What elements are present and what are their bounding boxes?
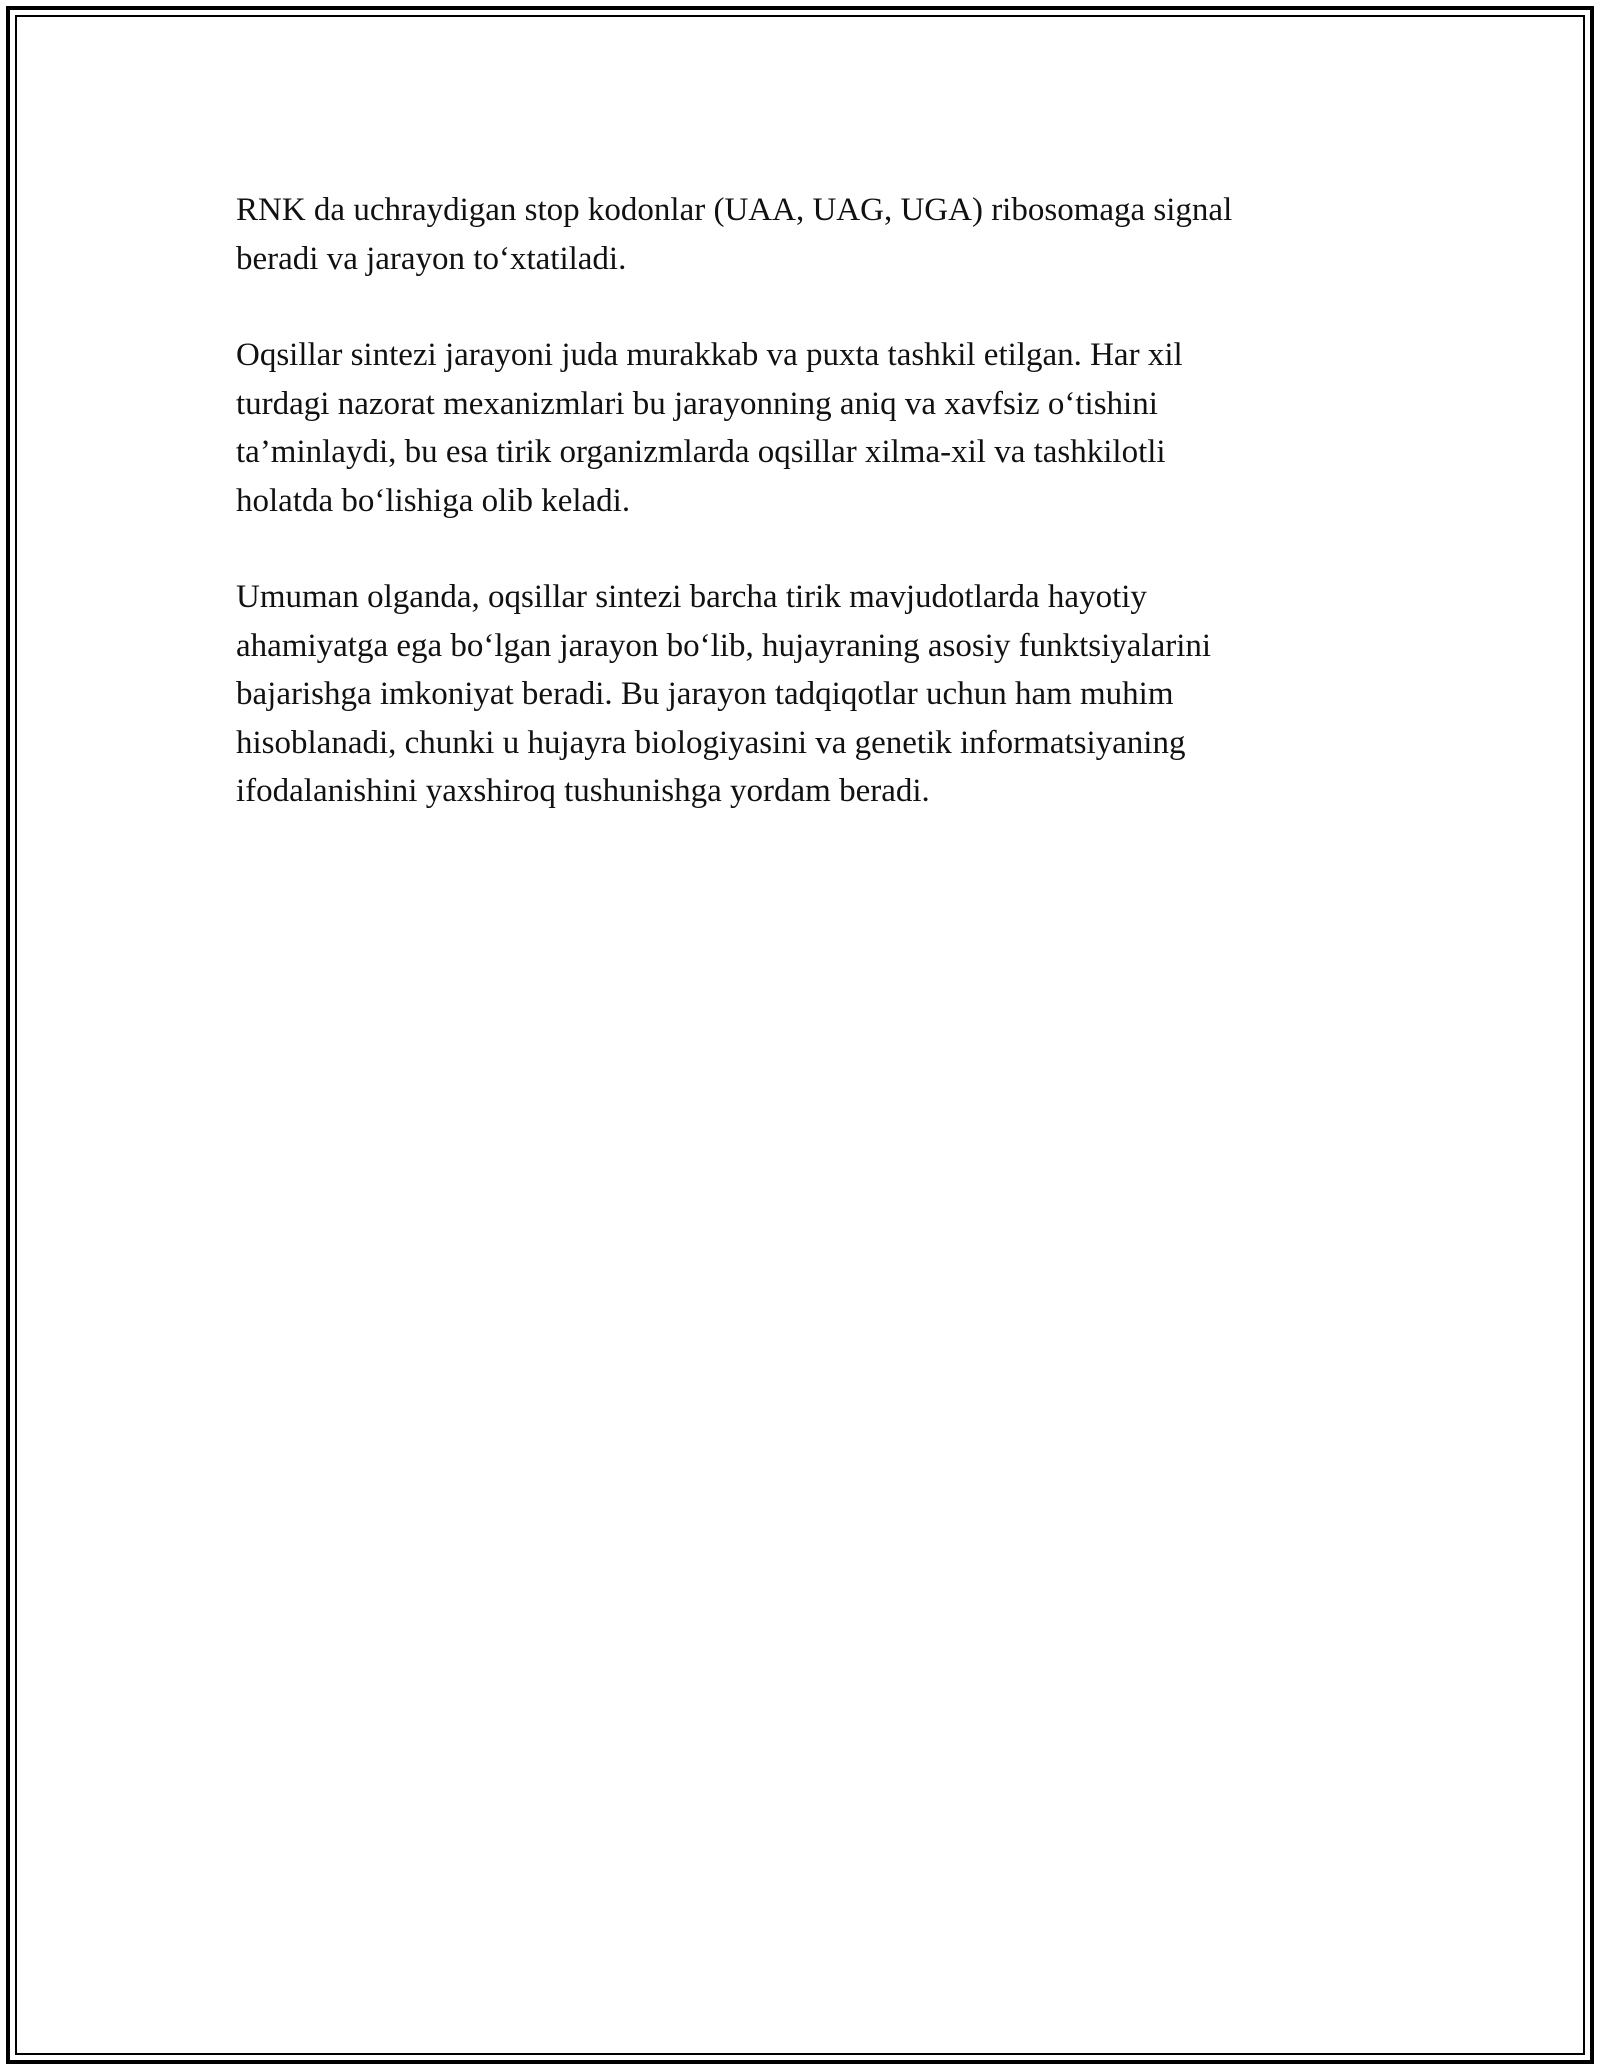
text-line: Oqsillar sintezi jarayoni juda murakkab va puxta tashkil etilgan. Har xil [236,337,1183,373]
paragraph-protein-synthesis-control [236,331,1376,525]
text-line: RNK da uchraydigan stop kodonlar (UAA, UAG, UGA) ribosomaga signal [236,192,1233,228]
text-line: holatda bo‘lishiga olib keladi. [236,482,631,519]
text-line: Umuman olganda, oqsillar sintezi barcha tirik mavjudotlarda hayotiy [236,579,1147,615]
text-line: turdagi nazorat mexanizmlari bu jarayonning aniq va xavfsiz o‘tishini [236,385,1158,422]
text-line: bajarishga imkoniyat beradi. Bu jarayon tadqiqotlar uchun ham muhim [236,676,1174,712]
paragraph-conclusion [236,573,1376,816]
document-body [236,186,1376,864]
text-line: hisoblanadi, chunki u hujayra biologiyasini va genetik informatsiyaning [236,724,1186,761]
text-line: ifodalanishini yaxshiroq tushunishga yordam beradi. [236,773,930,809]
text-line: ta’minlaydi, bu esa tirik organizmlarda oqsillar xilma-xil va tashkilotli [236,434,1166,470]
text-line: ahamiyatga ega bo‘lgan jarayon bo‘lib, hujayraning asosiy funktsiyalarini [236,627,1212,664]
paragraph-stop-codons [236,186,1376,283]
text-line: beradi va jarayon to‘xtatiladi. [236,240,627,277]
